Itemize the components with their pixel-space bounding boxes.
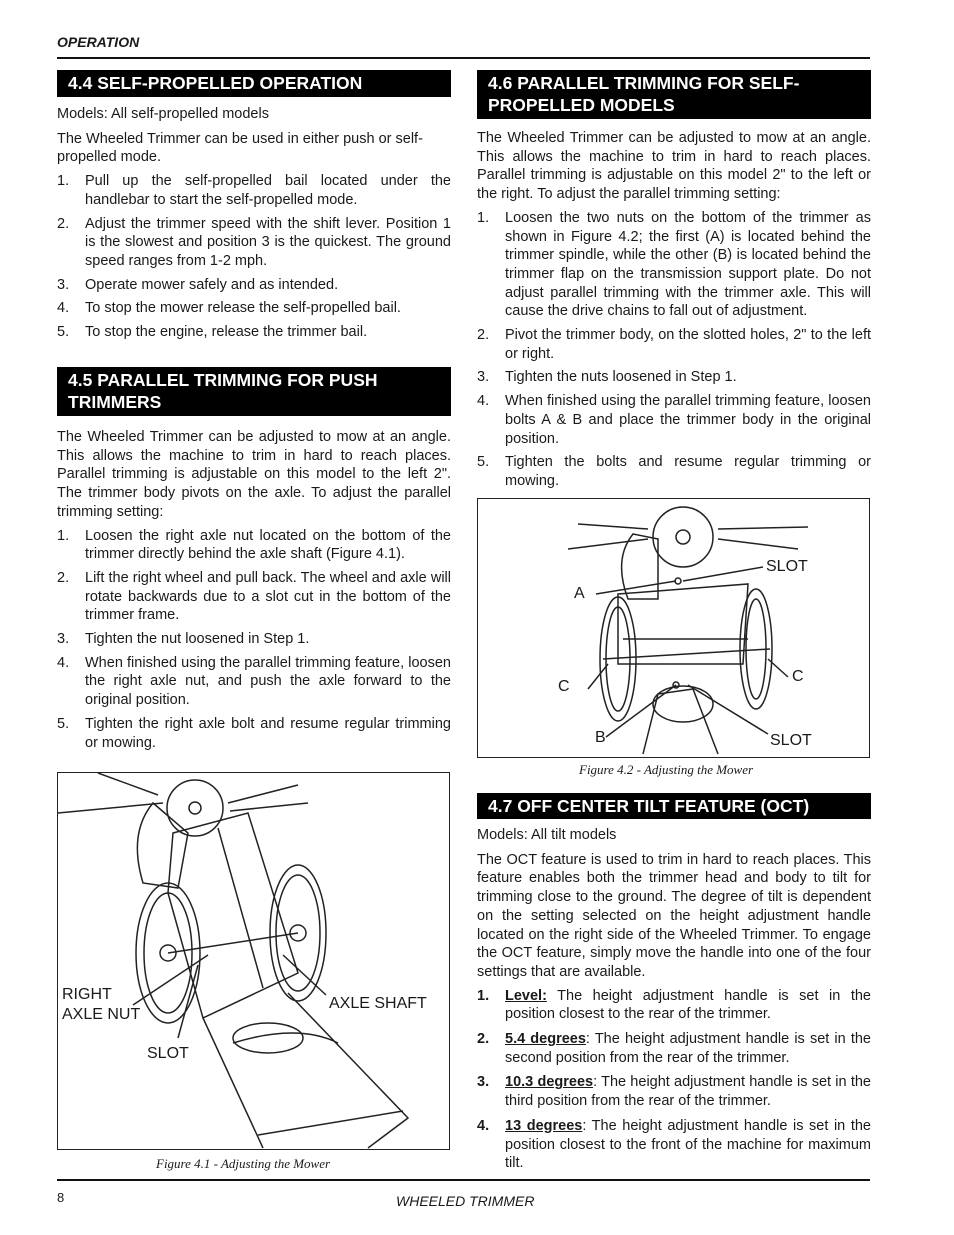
list-item: 4. 13 degrees: The height adjustment handle is set in the position closest to the front of the machine for maximum tilt. [477, 1117, 871, 1172]
list-item: 5. Tighten the bolts and resume regular trimming or mowing. [477, 454, 871, 489]
s44-models: Models: All self-propelled models [57, 106, 269, 122]
callout-slot: SLOT [147, 1045, 189, 1062]
list-item: 3. Tighten the nuts loosened in Step 1. [477, 369, 737, 386]
s47-steps [477, 987, 871, 1173]
list-item: 1. Loosen the two nuts on the bottom of the trimmer as shown in Figure 4.2; the first (A) is located behind the trimmer spindle, while the other (B) is located behind the trimmer flap on the transmission support plate. Do not adjust parallel trimming with the trimmer axle. This will cause the drive chains to fall out of adjustment. [477, 209, 871, 320]
list-item: 4. When finished using the parallel trimming feature, loosen the right axle nut, and push the axle forward to the original position. [57, 654, 451, 709]
callout-right-axle-nut: RIGHT AXLE NUT [62, 986, 141, 1023]
s47-models: Models: All tilt models [477, 827, 617, 843]
list-item: 3. Tighten the nut loosened in Step 1. [57, 631, 310, 648]
section-4-4-title: 4.4 SELF-PROPELLED OPERATION [57, 70, 451, 97]
trimmer-side-illustration [58, 773, 449, 1149]
callout-c-right: C [792, 668, 804, 685]
section-4-6-title: 4.6 PARALLEL TRIMMING FOR SELF-PROPELLED MODELS [477, 70, 871, 119]
left-column-lower [57, 367, 451, 752]
figure-4-2-caption: Figure 4.2 - Adjusting the Mower [579, 762, 754, 777]
figure-4-2 [477, 498, 870, 758]
section-4-5-title: 4.5 PARALLEL TRIMMING FOR PUSH TRIMMERS [57, 367, 451, 416]
page-number: 8 [57, 1190, 65, 1205]
callout-slot-top: SLOT [766, 558, 808, 575]
s44-intro: The Wheeled Trimmer can be used in either push or self-propelled mode. [57, 130, 423, 166]
header-rule [57, 57, 870, 59]
figure-4-1 [57, 772, 450, 1150]
list-item: 2. 5.4 degrees: The height adjustment handle is set in the second position from the rear of the trimmer. [477, 1031, 871, 1066]
s46-steps [477, 209, 871, 491]
right-column [477, 70, 871, 491]
s45-steps [57, 527, 451, 753]
list-item: 3. Operate mower safely and as intended. [57, 276, 339, 293]
list-item: 5. Tighten the right axle bolt and resume regular trimming or mowing. [57, 715, 451, 751]
s45-intro: The Wheeled Trimmer can be adjusted to mow at an angle. This allows the machine to trim in hard to reach places. Parallel trimming is adjustable on this model to the left 2". The trimmer body pivots on the axle. To adjust the parallel trimming setting: [57, 429, 451, 520]
callout-b: B [595, 729, 606, 746]
callout-axle-shaft: AXLE SHAFT [329, 995, 427, 1012]
s44-steps [57, 172, 451, 342]
list-item: 5. To stop the engine, release the trimmer bail. [57, 324, 368, 341]
callout-slot-bottom: SLOT [770, 732, 812, 749]
list-item: 1. Level: The height adjustment handle is set in the position closest to the rear of the trimmer. [477, 987, 871, 1023]
left-column [57, 70, 451, 342]
list-item: 2. Lift the right wheel and pull back. The wheel and axle will rotate backwards due to a slot cut in the bottom of the trimmer frame. [57, 569, 451, 624]
footer-title: WHEELED TRIMMER [396, 1193, 535, 1209]
list-item: 4. When finished using the parallel trimming feature, loosen bolts A & B and place the trimmer body in the original position. [477, 393, 871, 447]
trimmer-rear-illustration [478, 499, 869, 757]
footer-rule [57, 1179, 870, 1181]
s47-intro: The OCT feature is used to trim in hard to reach places. This feature enables both the trimmer head and body to tilt for trimming close to the ground. The degree of tilt is dependent on the setting selected on the height adjustment handle located on the right side of the Wheeled Trimmer. To engage the OCT feature, simply move the handle into one of the four settings that are available. [477, 851, 871, 980]
callout-c-left: C [558, 678, 570, 695]
list-item: 2. Adjust the trimmer speed with the shift lever. Position 1 is the slowest and position 3 is the quickest. The ground speed ranges from 1-2 mph. [57, 215, 451, 269]
section-header-label: OPERATION [57, 34, 140, 50]
right-column-lower [477, 793, 871, 1173]
list-item: 3. 10.3 degrees: The height adjustment handle is set in the third position from the rear of the trimmer. [477, 1074, 871, 1110]
section-4-7-title: 4.7 OFF CENTER TILT FEATURE (OCT) [477, 793, 871, 819]
list-item: 4. To stop the mower release the self-propelled bail. [57, 300, 401, 317]
list-item: 2. Pivot the trimmer body, on the slotted holes, 2" to the left or right. [477, 327, 871, 362]
s46-intro: The Wheeled Trimmer can be adjusted to mow at an angle. This allows the machine to trim in hard to reach places. Parallel trimming is adjustable on this model 2" to the left or the right. To adjust the parallel trimming setting: [477, 130, 871, 203]
figure-4-1-caption: Figure 4.1 - Adjusting the Mower [156, 1156, 331, 1171]
list-item: 1. Pull up the self-propelled bail located under the handlebar to start the self-propelled mode. [57, 173, 451, 208]
list-item: 1. Loosen the right axle nut located on the bottom of the trimmer directly behind the axle shaft (Figure 4.1). [57, 527, 451, 563]
callout-a: A [574, 585, 585, 602]
